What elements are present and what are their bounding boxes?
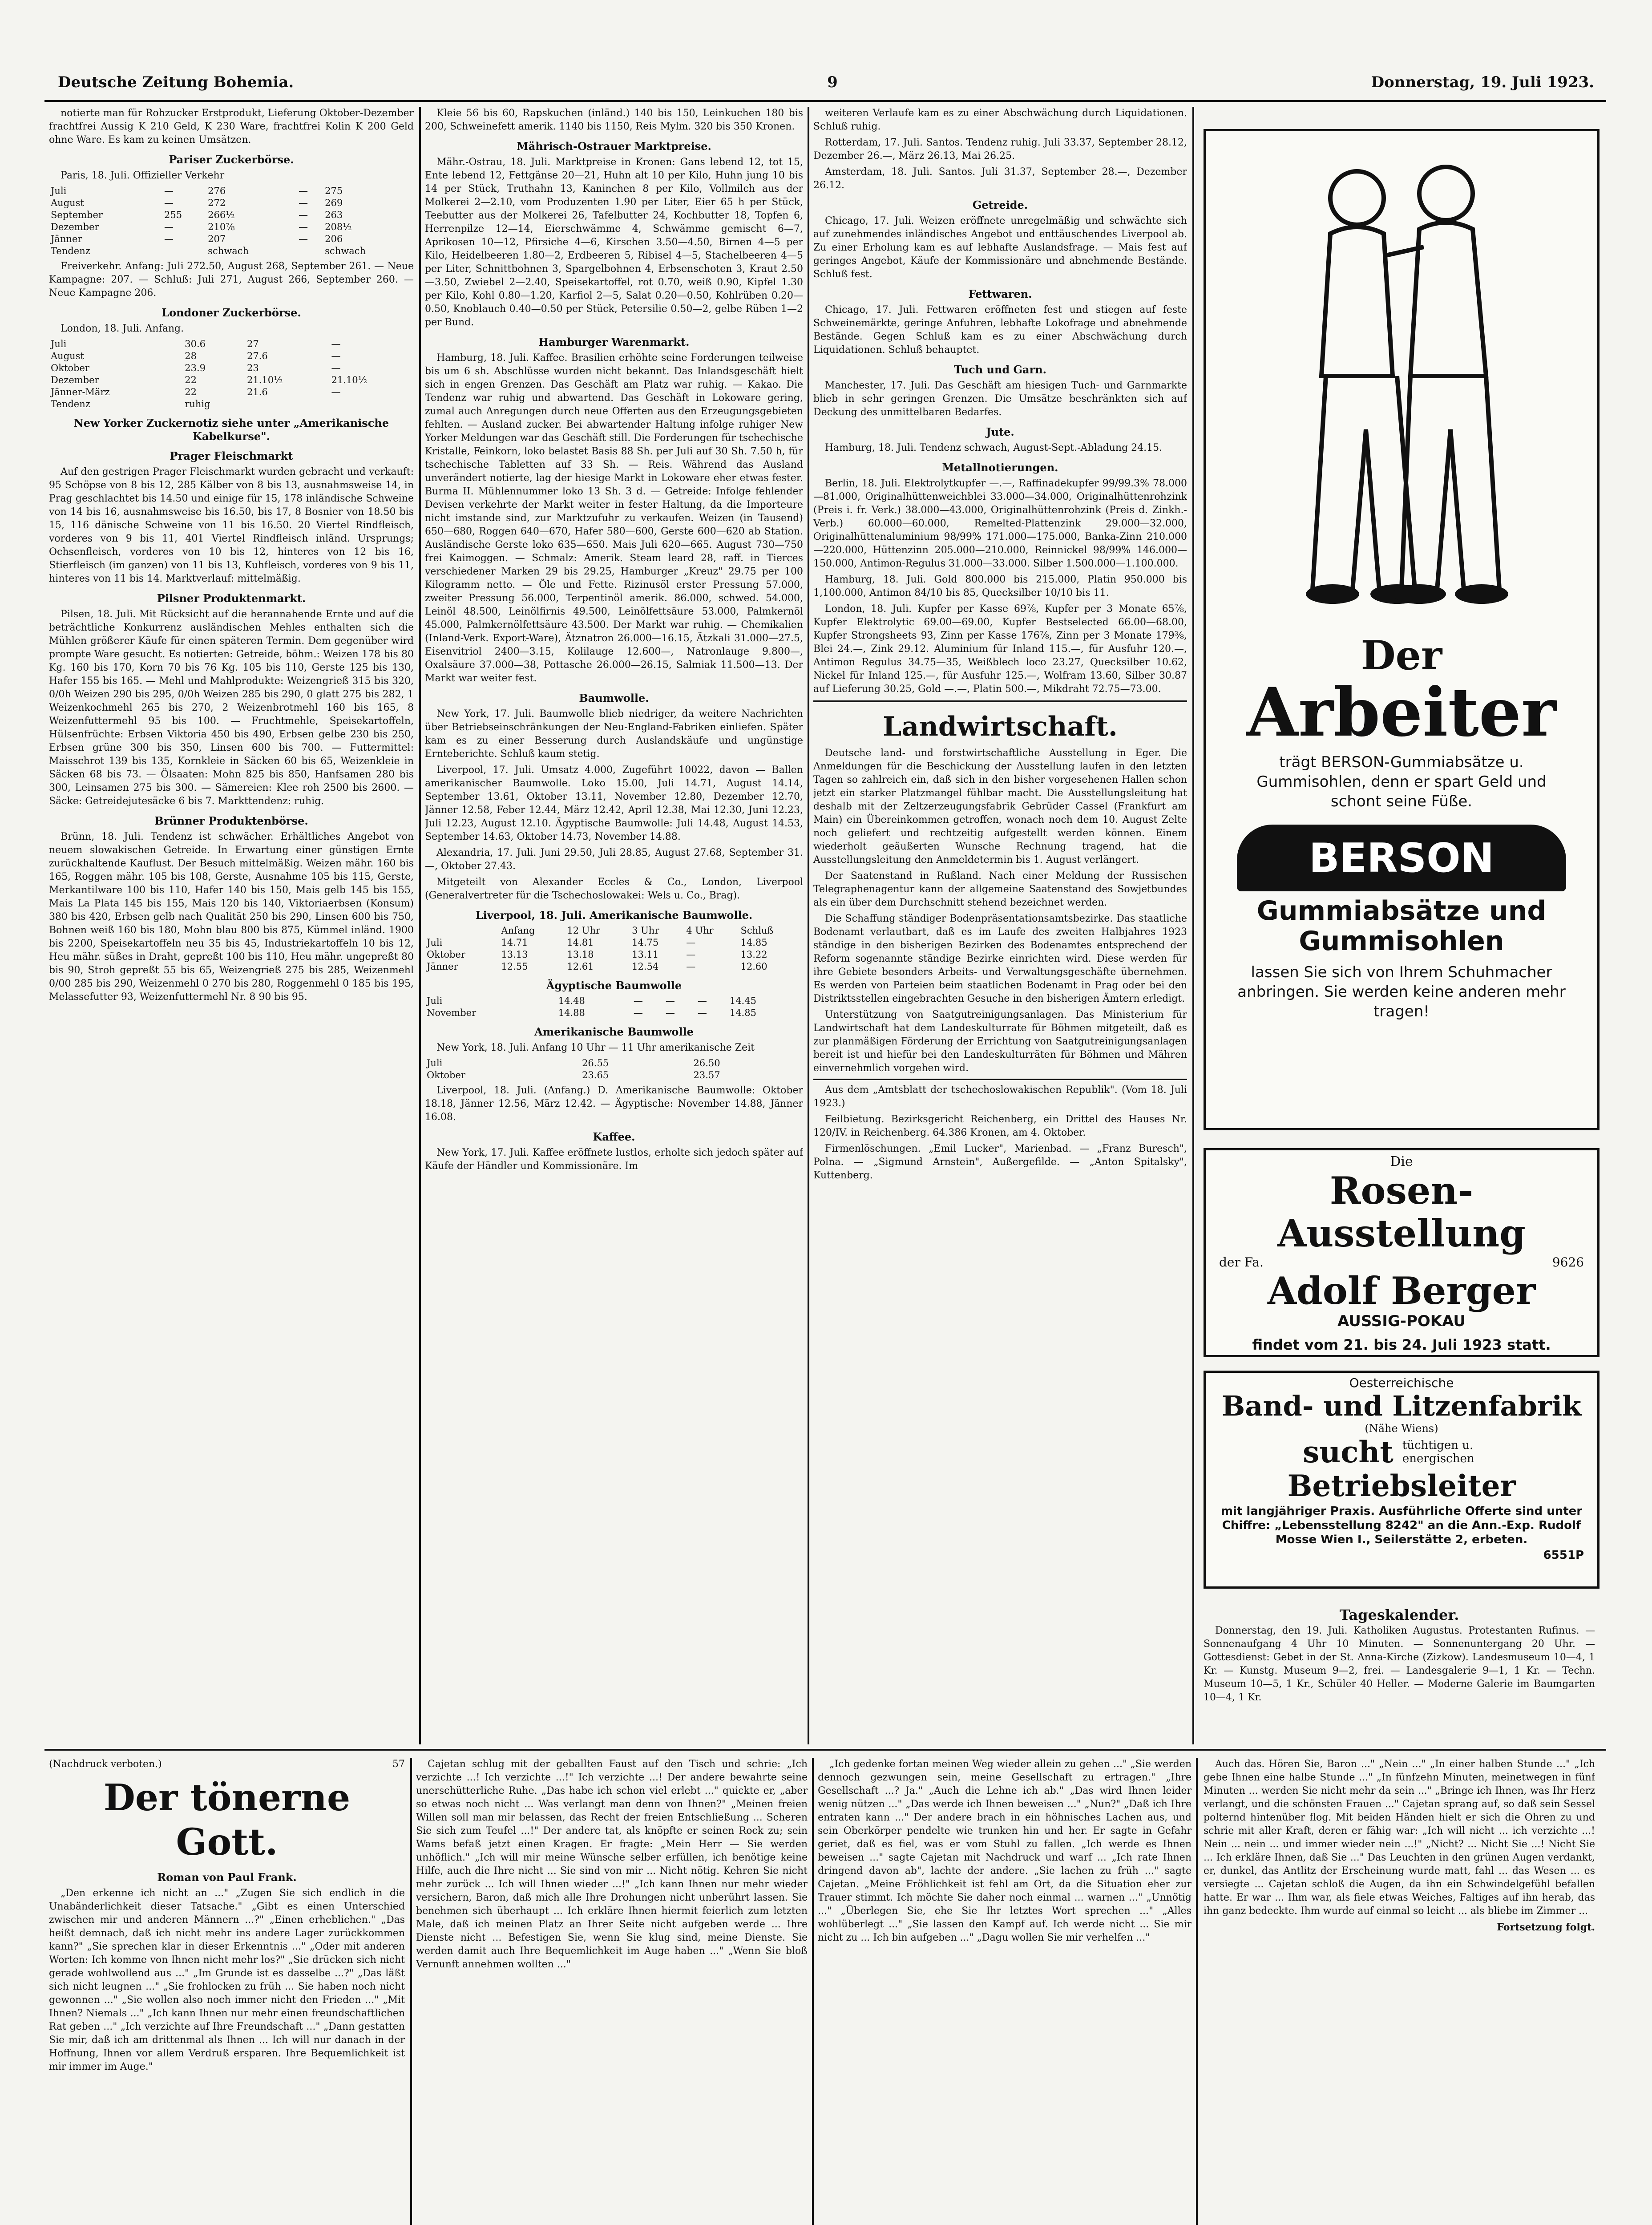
hamburg-metal-text: Hamburg, 18. Juli. Gold 800.000 bis 215.000, Platin 950.000 bis 1,100.000, Antimon 84/10 bis 85, Quecksilber 10/10 bis 11. [813,574,1187,599]
table-cell [162,245,206,257]
table-cell: 26.55 [582,1058,609,1068]
table-cell: 13.11 [632,949,659,960]
column-3 [813,107,1187,1744]
ad-headline-2: Arbeiter [1246,673,1557,752]
table-cell [245,398,329,410]
london-row [49,374,414,386]
chicago-text: Chicago, 17. Juli. Weizen eröffnete unregelmäßig und schwächte sich auf zunehmendes inländisches Angebot und enttäuschendes Liverpool ab. Zu einer Erholung kam es auf lebhafte Auslandsfrage. — Mais fest auf geringes Angebot, Käufe der Kommissionäre und abnehmende Bestände. Schluß fest. [813,215,1187,280]
table-cell: Juli [51,339,67,349]
table-cell: 27 [247,339,259,349]
tuch-text: Manchester, 17. Juli. Das Geschäft am hiesigen Tuch- und Garnmarkte blieb in sehr geringen Grenzen. Die Umsätze beschränkten sich auf Deckung des unmittelbaren Bedarfes. [813,380,1187,418]
table-cell [329,398,414,410]
header-left: Deutsche Zeitung Bohemia. [58,73,294,91]
ny-row [425,1057,803,1069]
cotton-heading: Baumwolle. [579,692,649,704]
pilsen-heading: Pilsner Produktenmarkt. [157,592,306,605]
rosen-number: 9626 [1552,1255,1584,1270]
serial-column-2 [416,1758,808,2225]
serial-continued: Fortsetzung folgt. [1497,1922,1595,1933]
liverpool-text: Liverpool, 17. Juli. Umsatz 4.000, Zugeführt 10022, davon — Ballen amerikanischer Baumwolle. Loko 15.00, Juli 14.71, August 14.14, September 13.61, Oktober 13.11, November 12.80, Dezember 12.70, Jänner 12.58, Feber 12.44, März 12.42, April 12.38, Mai 12.30, Juni 12.23, Juli 12.23, August 12.10. Ägyptische Baumwolle: Juli 14.48, August 14.53, September 14.63, Oktober 14.73, November 14.88. [425,765,803,842]
liv2-heading: Liverpool, 18. Juli. Amerikanische Baumwolle. [475,909,753,922]
egypt-table [425,995,803,1019]
table-cell: 23.9 [185,363,206,373]
table-cell: 30.6 [185,339,206,349]
table-cell: 207 [208,234,226,244]
coffee-text: New York, 17. Juli. Kaffee eröffnete lustlos, erholte sich jedoch später auf Käufe der Händler und Kommissionäre. Im [425,1147,803,1172]
rosen-company: Adolf Berger [1267,1269,1536,1313]
paris-row [49,185,414,197]
london-metal-text: London, 18. Juli. Kupfer per Kasse 69⅞, Kupfer per 3 Monate 65⅞, Kupfer Elektrolytic 69.00—69.00, Kupfer Bestselected 66.00—68.00, Kupfer Strongsheets 93, Zinn per Kasse 176⅞, Zinn per 3 Monate 179⅜, Blei 24.—, Zink 29.12. Aluminium für Inland 115.—, für Ausfuhr 120.—, Antimon Regulus 34.75—35, Weißblech loco 23.27, Quecksilber 10.62, Nickel für Inland 125.—, für Ausfuhr 125.—, Wolfram 13.60, Silber 30.87 auf Lieferung 30.25, Gold —.—, Platin 500.—, Mikdraht 72.75—73.00. [813,603,1187,695]
table-cell: — [331,387,341,397]
paris-row [49,197,414,209]
table-cell: — [331,363,341,373]
london-row [49,338,414,350]
ny-table [425,1057,803,1081]
hamburg-text: Hamburg, 18. Juli. Kaffee. Brasilien erhöhte seine Forderungen teilweise bis um 6 sh. Abschlüsse wurden nicht bekannt. Das Inlandsgeschäft hielt sich in engen Grenzen. Das Geschäft am Platz war ruhig. — Kakao. Die Tendenz war ruhig und abwartend. Das Geschäft in Lokoware gering, zumal auch Anregungen durch neue Offerten aus den Erzeugungsgebieten fehlten. — Ausland zucker. Bei abwartender Haltung infolge ruhiger New Yorker Meldungen war das Geschäft still. Die Forderungen für tschechische Kristalle, Feinkorn, loko belastet Basis 88 Sh. per Juli auf 30 Sh. 7.50 h, für tschechische Tabletten auf 33 Sh. — Reis. Während das Ausland unverändert notierte, lag der hiesige Markt in Lokoware eher etwas fester. Burma II. Mühlennummer loko 13 Sh. 3 d. — Getreide: Infolge fehlender Devisen verkehrte der Markt weiter in fester Haltung, da die Importeure nicht imstande sind, zur Marktzufuhr zu verkaufen. Weizen (in Tausend) 650—680, Roggen 640—670, Hafer 580—600, Gerste 600—620 ab Station. Ausländische Gerste loko 635—650. Mais Juli 620—665. August 730—750 frei Kaimoggen. — Schmalz: Amerik. Steam leard 28, raff. in Tierces verschiedener Marken 29 bis 29.25, Hamburger „Kreuz" 29.75 per 100 Kilogramm netto. — Öle und Fette. Rizinusöl erster Pressung 57.000, zweiter Pressung 56.000, Terpentinöl amerik. 86.000, schwed. 54.000, Leinöl 48.500, Leinölfirnis 49.500, Leinölfettsäure 53.000, Palmkernöl 45.000, Palmkernölfettsäure 43.500. Der Markt war ruhig. — Chemikalien (Inland-Verk. Export-Ware), Ätznatron 26.000—16.15, Ätzkali 31.000—27.5, Eisenvitriol 2400—3.15, Kolilauge 12.600—, Natronlauge 9.800—, Oxalsäure 37.000—38, Pottasche 26.000—26.15, Salmiak 11.500—13. Der Markt war weiter fest. [425,352,803,684]
liverpool-row [425,937,803,949]
saatgut-text: Unterstützung von Saatgutreinigungsanlagen. Das Ministerium für Landwirtschaft hat dem Landeskulturrate für Böhmen mitgeteilt, daß es zur planmäßigen Förderung der Errichtung von Saatgutreinigungsanlagen bereit ist und hiefür bei den Landeskulturräten für Böhmen und Mähren einvernehmlich vorgehen wird. [813,1009,1187,1074]
table-cell: 208½ [325,222,352,232]
section-rule [813,700,1187,702]
tages-text: Donnerstag, den 19. Juli. Katholiken Augustus. Protestanten Rufinus. — Sonnenaufgang 4 Uhr 10 Minuten. — Sonnenuntergang 20 Uhr. — Gottesdienst: Gebet in der St. Anna-Kirche (Zizkow). Landesmuseum 10—4, 1 Kr. — Kunstg. Museum 9—2, frei. — Landesgalerie 9—1, 1 Kr. — Techn. Museum 10—5, 1 Kr., Schüler 40 Heller. — Moderne Galerie im Baumgarten 10—4, 1 Kr. [1204,1625,1595,1703]
table-cell: — [697,995,707,1006]
jute-heading: Jute. [986,425,1014,438]
cotton-text: New York, 17. Juli. Baumwolle blieb niedriger, da weitere Nachrichten über Betriebseinschränkungen der Neu-England-Fabriken einliefen. Später kam es zu einer Besserung durch Auslandskäufe und ungünstige Ernteberichte. Schluß kaum stetig. [425,708,803,760]
paris-heading: Pariser Zuckerbörse. [169,153,294,166]
table-cell: — [665,1007,675,1018]
landwirtschaft-title: Landwirtschaft. [883,711,1118,742]
ad-footer: lassen Sie sich von Ihrem Schuhmacher anbringen. Sie werden keine anderen mehr tragen! [1237,963,1566,1020]
rosen-date: findet vom 21. bis 24. Juli 1923 statt. [1252,1336,1551,1353]
ad-headline: Der [1361,632,1442,679]
table-cell: — [164,222,174,232]
table-cell: Juli [427,937,443,948]
alex-note: Mitgeteilt von Alexander Eccles & Co., London, Liverpool (Generalvertreter für die Tschechoslowakei: Wels u. Co., Brag). [425,877,803,901]
band-text: mit langjähriger Praxis. Ausführliche Offerte sind unter Chiffre: „Lebensstellung 8242" an die Ann.-Exp. Rudolf Mosse Wien I., Seilerstätte 2, erbeten. [1220,1505,1583,1546]
rosen-title: Rosen-Ausstellung [1277,1169,1526,1255]
bodenamt-text: Die Schaffung ständiger Bodenpräsentationsamtsbezirke. Das staatliche Bodenamt verlautbart, daß es im Laufe des zweiten Halbjahres 1923 ständige in den bisherigen Bezirken des Bodenamtes entsprechend der Reform sogenannte ständige Bezirke einrichten wird. Diese werden für ihre Gebiete besonders Arbeits- und Verwaltungsgeschäfte übernehmen. Es werden von Parteien beim staatlichen Bodenamt in Prag oder bei den Distriktsstellen eingebrachten Gesuche in den bisherigen Ämtern erledigt. [813,913,1187,1004]
col1-intro: notierte man für Rohzucker Erstprodukt, Lieferung Oktober-Dezember frachtfrei Aussig K 210 Geld, K 230 Ware, frachtfrei Kolin K 200 Geld ohne Ware. Es kam zu keinen Umsätzen. [49,108,414,146]
berson-logo: BERSON [1237,825,1566,891]
table-cell: Juli [427,1058,443,1068]
table-cell: September [51,210,103,220]
berson-advertisement [1204,129,1599,1130]
table-header-cell [425,925,499,937]
header-page-number: 9 [827,73,838,91]
tageskalender [1204,1602,1595,1744]
table-cell: 23.65 [582,1070,609,1080]
serial-column-1 [49,1758,405,2225]
column-rule [812,1758,814,2225]
paris-free: Freiverkehr. Anfang: Juli 272.50, August 268, September 261. — Neue Kampagne: 207. — Schluß: Juli 271, August 266, September 260. — Neue Kampagne 206. [49,261,414,299]
table-cell: — [298,210,308,220]
table-cell: — [298,222,308,232]
column-rule [1192,107,1194,1744]
rosen-place: AUSSIG-POKAU [1337,1312,1466,1330]
column-rule [1196,1758,1198,2225]
liverpool-row [425,949,803,961]
table-cell: 12.54 [632,961,659,972]
table-header-cell: Anfang [501,925,535,936]
table-cell: 266½ [208,210,235,220]
london-row [49,386,414,398]
band-tuechtig: tüchtigen u. energischen [1402,1439,1474,1465]
table-cell: Juli [427,995,443,1006]
ostrau-text: Mähr.-Ostrau, 18. Juli. Marktpreise in Kronen: Gans lebend 12, tot 15, Ente lebend 12, Fettgänse 20—21, Huhn alt 10 per Kilo, Huhn jung 10 bis 14 per Stück, Truthahn 13, Kaninchen 8 per Kilo, Vollmilch aus der Molkerei 2—2.10, vom Produzenten 1.90 per Liter, Eier 65 h per Stück, Teebutter aus der Molkerei 26, Tafelbutter 24, Kochbutter 18, Topfen 6, Herrenpilze 12—14, Eierschwämme 4, Schwämme gemischt 6—7, Aprikosen 10—12, Pfirsiche 4—6, Kirschen 3.50—4.50, Birnen 4—5 per Kilo, Heidelbeeren 1.80—2, Erdbeeren 5, Ribisel 4—5, Stachelbeeren 4—5 per Liter, Schnittbohnen 3, Spargelbohnen 4, Erbsenschoten 3, Kraut 2.50—3.50, Zwiebel 2—2.40, Speisekartoffel, rot 0.70, weiß 0.90, Kipfel 1.30 per Kilo, Kohl 0.80—1.20, Karfiol 2—5, Salat 0.20—0.50, Kohlrüben 0.20—0.50, Knoblauch 0.40—0.50 per Stück, Petersilie 0.50—2, gelbe Rüben 1—2 per Bund. [425,157,803,328]
ad-product: Gummiabsätze und Gummisohlen [1256,895,1547,957]
table-cell: 14.81 [567,937,594,948]
serial-text-1: „Den erkenne ich nicht an ..." „Zugen Sie sich endlich in die Unabänderlichkeit dieser Tatsache." „Gibt es einen Unterschied zwischen mir und anderen Männern ...?" „Einen erheblichen." „Das heißt demnach, daß ich nicht mehr ins andere Lager zurückkommen kann?" „Sie sprechen klar in dieser Erkenntnis ..." „Oder mit anderen Worten: Ich komme von Ihnen nicht mehr los?" „Sie drücken sich nicht gerade wohlwollend aus ..." „Im Grunde ist es dasselbe ...?" „Das läßt sich nicht leugnen ..." „Sie frohlocken zu früh ... Sie haben noch nicht gewonnen ..." „Sie wollen also noch immer nicht den Frieden ..." „Mit Ihnen? Niemals ..." „Ich kann Ihnen nur mehr einen freundschaftlichen Rat geben ..." „Ich verzichte auf Ihre Freundschaft ..." „Dann gestatten Sie mir, daß ich am drittenmal als Ihnen ... Ich will nur danach in der Hoffnung, Ihnen vor allem Verdruß ersparen. Ihre Bequemlichkeit ist mir immer im Auge." [49,1888,405,2072]
table-cell: 14.75 [632,937,659,948]
serial-column-3 [818,1758,1192,2225]
serial-rule [44,1749,1606,1751]
serial-text-2: Cajetan schlug mit der geballten Faust auf den Tisch und schrie: „Ich verzichte ...! Ich verzichte ...!" Ich verzichte ...! Der andere bewahrte seine unerschütterliche Ruhe. „Das habe ich schon viel erlebt ..." quickte er, „aber so etwas noch nicht ... Was verlangt man denn von Ihnen?" „Meinen freien Willen soll man mir belassen, das Recht der freien Entschließung ... Scheren Sie sich zum Teufel ...!" Der andere tat, als knöpfte er seinen Rock zu; sein Wams befaß jetzt einen Kragen. Er fragte: „Mein Herr — Sie werden unhöflich." „Ich will mir meine Wünsche selber erfüllen, ich benötige keine Hilfe, auch die Ihre nicht ... Sie sind von mir ... Nicht nötig. Kehren Sie nicht mehr zurück ... Ich will Ihnen wieder ...!" „Ich kann Ihnen nur mehr wieder versichern, Baron, daß mich alle Ihre Drohungen nicht unberührt lassen. Sie benehmen sich überhaupt ... Ich erkläre Ihnen hiermit feierlich zum letzten Male, daß ich meinen Platz an Ihrer Seite nicht aufgeben werde ... Ihre Dienste nicht ... Befestigen Sie, wenn Sie klug sind, meine Dienste. Sie werden damit auch Ihre Bequemlichkeit im Auge haben ..." „Wenn Sie bloß Vernunft annehmen wollten ..." [416,1759,808,1970]
table-header-cell: Schluß [740,925,774,936]
table-cell: — [331,339,341,349]
table-cell: Tendenz [51,399,90,409]
table-cell: 269 [325,198,343,208]
serial-author: Roman von Paul Frank. [157,1871,297,1884]
rotterdam-text: Rotterdam, 17. Juli. Santos. Tendenz ruhig. Juli 33.37, September 28.12, Dezember 26.—, März 26.13, Mai 26.25. [813,137,1187,162]
serial-column-4 [1204,1758,1595,2225]
prag-heading: Prager Fleischmarkt [170,449,293,462]
table-header-cell: 4 Uhr [686,925,714,936]
table-cell: Jänner [427,961,458,972]
fett-heading: Fettwaren. [968,287,1032,300]
table-cell: — [331,351,341,361]
table-cell: Tendenz [51,246,90,256]
table-cell: Juli [51,186,67,196]
table-cell: — [298,186,308,196]
table-cell: — [686,961,696,972]
serial-title: Der tönerne Gott. [103,1776,351,1864]
table-cell: schwach [208,246,249,256]
table-cell: 14.85 [729,1007,756,1018]
ambw-heading: Amerikanische Baumwolle [534,1025,694,1038]
tuch-heading: Tuch und Garn. [953,363,1047,376]
table-cell: — [298,234,308,244]
paris-row [49,245,414,257]
table-cell: 276 [208,186,226,196]
table-cell: Jänner-März [51,387,110,397]
table-cell: 28 [185,351,197,361]
egypt-row [425,995,803,1007]
london-heading: Londoner Zuckerbörse. [162,306,301,319]
table-cell: Dezember [51,375,99,385]
table-cell: — [686,949,696,960]
column-1 [49,107,414,1744]
table-cell: 21.6 [247,387,268,397]
table-cell: 12.55 [501,961,528,972]
table-cell: 14.85 [740,937,767,948]
ny-row [425,1069,803,1081]
table-cell: — [686,937,696,948]
metal-text: Berlin, 18. Juli. Elektrolytkupfer —.—, Raffinadekupfer 99/99.3% 78.000—81.000, Originalhüttenweichblei 33.000—34.000, Originalhüttenrohzink (Preis i. fr. Verk.) 38.000—43.000, Originalhüttenrohzink (Preis d. Zinkh.-Verb.) 60.000—60.000, Remelted-Plattenzink 29.000—32.000, Originalhüttenaluminium 98/99% 171.000—175.000, Banka-Zinn 210.000—220.000, Hüttenzinn 205.000—210.000, Reinnickel 98/99% 146.000—150.000, Antimon-Regulus 31.000—33.000. Silber 1.500.000—1.100.000. [813,478,1187,569]
table-cell: 14.45 [729,995,756,1006]
band-pre: Oesterreichische [1349,1375,1454,1390]
firmen-text: Firmenlöschungen. „Emil Lucker", Marienbad. — „Franz Buresch", Polna. — „Sigmund Arnstein", Außergefilde. — „Anton Spitalsky", Kuttenberg. [813,1143,1187,1181]
paris-row [49,209,414,221]
table-cell: 12.61 [567,961,594,972]
table-cell: 13.18 [567,949,594,960]
table-cell: Jänner [51,234,82,244]
amsterdam-text: Amsterdam, 18. Juli. Santos. Juli 31.37, September 28.—, Dezember 26.12. [813,166,1187,191]
table-cell: 263 [325,210,343,220]
serial-number: 57 [392,1759,405,1770]
band-advertisement [1204,1371,1599,1589]
serial-text-3: „Ich gedenke fortan meinen Weg wieder allein zu gehen ..." „Sie werden dennoch gezwungen sein, meine Gesellschaft zu ertragen." „Ihre Gesellschaft ...? Ja." „Auch die Lehne ich ab." „Das wird Ihnen leider wenig nützen ..." „Das werde ich Ihnen beweisen ..." „Nun?" „Daß ich Ihre entraten kann ..." Der andere brach in ein höhnisches Lachen aus, und sein Oberkörper pendelte wie trunken hin und her. Er sagte in Gefahr geriet, daß es fiel, was er vom Stuhl zu fallen. „Ich werde es Ihnen beweisen ..." sagte Cajetan mit Nachdruck und warf ... „Ich rate Ihnen dringend davon ab", lachte der andere. „Sie lachen zu früh ..." sagte Cajetan. „Meine Fröhlichkeit ist fehl am Ort, da die Situation eher zur Trauer stimmt. Ich möchte Sie daher noch einmal ... warnen ..." „Unnötig ..." „Überlegen Sie, ehe Sie Ihr letztes Wort sprechen ..." „Alles wohlüberlegt ..." „Sie lassen den Kampf auf. Ich werde nicht ... Sie mir nicht zu ... Ich bin aufgeben ..." „Dagu wollen Sie mir verhelfen ..." [818,1759,1192,1943]
table-cell: 22 [185,375,197,385]
table-cell: Oktober [427,949,465,960]
table-header-cell: 3 Uhr [632,925,659,936]
bruenn-text: Brünn, 18. Juli. Tendenz ist schwächer. Erhältliches Angebot von neuem slowakischen Getreide. In Erwartung einer günstigen Ernte zurückhaltende Kauflust. Der Besuch mittelmäßig. Weizen mähr. 160 bis 165, Roggen mähr. 105 bis 108, Gerste, Ausnahme 105 bis 115, Gerste, Merkantilware 100 bis 110, Hafer 140 bis 150, Mais gelb 145 bis 155, Mais La Plata 145 bis 155, Mais 120 bis 140, Viktoriaerbsen (Konsum) 380 bis 420, Erbsen gelb nach Qualität 250 bis 290, Linsen 600 bis 750, Bohnen weiß 160 bis 180, Mohn blau 800 bis 875, Kümmel inländ. 1900 bis 2200, Speisekartoffeln neu 35 bis 45, Industriekartoffeln 10 bis 12, Heu mähr. süßes in Draht, gepreßt 100 bis 110, Heu mähr. ungepreßt 80 bis 90, Stroh gepreßt 55 bis 65, Weizengrieß 275 bis 285, Weizenmehl 0/00 285 bis 290, Weizenmehl 0 270 bis 280, Roggenmehl 0 185 bis 195, Melassefutter 93, Weizenfuttermehl Nr. 8 90 bis 95. [49,831,414,1003]
table-cell: August [51,198,84,208]
ny-heading: New Yorker Zuckernotiz siehe unter „Amerikanische Kabelkurse". [73,417,389,443]
london-row [49,350,414,362]
liverpool-row [425,961,803,973]
band-role: Betriebsleiter [1287,1468,1516,1503]
paris-date: Paris, 18. Juli. Offizieller Verkehr [61,170,225,181]
table-cell: Oktober [51,363,89,373]
table-cell: Oktober [427,1070,465,1080]
column-2 [425,107,803,1744]
paris-row [49,221,414,233]
table-cell: — [164,186,174,196]
london-table [49,338,414,410]
table-cell: — [665,995,675,1006]
egypt-row [425,1007,803,1019]
band-sub: (Nähe Wiens) [1365,1422,1438,1435]
table-cell: — [164,198,174,208]
london-row [49,362,414,374]
metal-heading: Metallnotierungen. [942,461,1058,474]
ny-date: New York, 18. Juli. Anfang 10 Uhr — 11 Uhr amerikanische Zeit [436,1042,755,1053]
table-cell: 12.60 [740,961,767,972]
table-cell: — [633,995,643,1006]
table-cell: 14.71 [501,937,528,948]
table-cell: ruhig [185,399,210,409]
london-row [49,398,414,410]
table-cell: 255 [164,210,182,220]
bruenn-heading: Brünner Produktenbörse. [154,814,308,827]
header-date: Donnerstag, 19. Juli 1923. [1371,73,1594,91]
paris-table [49,185,414,257]
table-cell: 275 [325,186,343,196]
table-cell: — [633,1007,643,1018]
table-cell: schwach [325,246,366,256]
header-rule [44,100,1606,102]
table-cell: — [298,198,308,208]
prag-text: Auf den gestrigen Prager Fleischmarkt wurden gebracht und verkauft: 95 Schöpse von 8 bis 12, 285 Kälber von 8 bis 13, ausnahmsweise 14, in Prag geschlachtet bis 14.50 und einige für 15, 178 inländische Schweine von 14 bis 16, ausnahmsweise bis 16.50, bis 17, 8 Bosnier von 18.50 bis 15, 116 dänische Schweine von 11 bis 16.50. 20 Viertel Rindfleisch, vorderes von 9 bis 11, 401 Viertel Rindfleisch inländ. Ursprungs; Ochsenfleisch, vorderes von 10 bis 12, hinteres von 12 bis 16, Stierfleisch (im ganzen) von 11 bis 13, Kuhfleisch, vorderes von 9 bis 11, hinteres von 11 bis 14. Marktverlauf: mittelmäßig. [49,466,414,584]
table-cell: 13.22 [740,949,767,960]
table-cell: 23.57 [693,1070,720,1080]
table-cell: 21.10½ [247,375,283,385]
column-rule [808,107,809,1744]
table-cell: 14.88 [558,1007,585,1018]
table-cell: 21.10½ [331,375,367,385]
ostrau-heading: Mährisch-Ostrauer Marktpreise. [517,140,711,153]
hamburg-heading: Hamburger Warenmarkt. [538,336,690,348]
table-cell: 23 [247,363,259,373]
table-cell: 26.50 [693,1058,720,1068]
amtsblatt-heading: Aus dem „Amtsblatt der tschechoslowakischen Republik". (Vom 18. Juli 1923.) [813,1084,1187,1109]
band-title: Band- und Litzenfabrik [1221,1390,1582,1422]
table-cell: — [697,1007,707,1018]
saatenstand-text: Der Saatenstand in Rußland. Nach einer Meldung der Russischen Telegraphenagentur kann der allgemeine Saatenstand des Sowjetbundes als ein über dem Durchschnitt stehend bezeichnet werden. [813,870,1187,908]
band-sucht: sucht [1303,1435,1393,1469]
grain-heading: Getreide. [972,198,1028,211]
ad-subtext: trägt BERSON-Gummiabsätze u. Gummisohlen, denn er spart Geld und schont seine Füße. [1256,753,1547,810]
jute-text: Hamburg, 18. Juli. Tendenz schwach, August-Sept.-Abladung 24.15. [825,442,1163,453]
serial-text-4: Auch das. Hören Sie, Baron ..." „Nein ..." „In einer halben Stunde ..." „Ich gebe Ihnen eine halbe Stunde ..." „In fünfzehn Minuten, meinetwegen in fünf Minuten ... werden Sie nicht mehr da sein ..." „Bringe ich Ihnen, was Ihr Herz verlangt, und die schönsten Frauen ..." Cajetan sprang auf, so daß sein Sessel polternd hintenüber flog. Mit beiden Händen hielt er sich die Ohren zu und schrie mit aller Kraft, deren er fähig war: „Ich will nicht ... ich verzichte ...! Nein ... nein ... und immer wieder nein ...!" „Nicht? ... Nicht Sie ...! Nicht Sie ... Ich erkläre Ihnen, daß Sie ..." Das Leuchten in den grünen Augen verdankt, er, dunkel, das Antlitz der Erscheinung wurde matt, fahl ... das Wesen ... es versiegte ... Cajetan schloß die Augen, da ihn ein Schwindelgefühl befallen hatte. Er war ... Ihm war, als fiele etwas Weiches, Faltiges auf ihn herab, das ihn ganz bedeckte. Ihm wurde auf einmal so leicht ... als bliebe im Zimmer ... [1204,1759,1595,1917]
table-cell: August [51,351,84,361]
rosen-der: der Fa. [1219,1255,1264,1270]
rosen-advertisement [1204,1148,1599,1357]
band-number: 6551P [1543,1549,1584,1562]
london-date: London, 18. Juli. Anfang. [61,323,184,334]
page-header [58,73,1594,100]
feilbietung-text: Feilbietung. Bezirksgericht Reichenberg, ein Drittel des Hauses Nr. 120/IV. in Reichenberg. 64.386 Kronen, am 4. Oktober. [813,1114,1187,1138]
table-cell: 206 [325,234,343,244]
table-cell: November [427,1007,477,1018]
workers-illustration [1277,145,1526,630]
column-rule [419,107,421,1744]
paris-row [49,233,414,245]
rosen-die: Die [1390,1154,1413,1169]
table-cell: Dezember [51,222,99,232]
table-cell: 272 [208,198,226,208]
table-header-cell: 12 Uhr [567,925,601,936]
liverpool-table [425,925,803,973]
table-cell [297,245,323,257]
table-cell: 14.48 [558,995,585,1006]
col2-intro: Kleie 56 bis 60, Rapskuchen (inländ.) 140 bis 150, Leinkuchen 180 bis 200, Schweinefett amerik. 1140 bis 1150, Reis Mylm. 320 bis 350 Kronen. [425,108,803,132]
table-cell: 210⅞ [208,222,235,232]
serial-notice: (Nachdruck verboten.) [49,1759,162,1770]
table-cell: 22 [185,387,197,397]
section-rule [813,1079,1187,1080]
egypt-heading: Ägyptische Baumwolle [546,979,682,992]
deutsche-ausstellung-text: Deutsche land- und forstwirtschaftliche Ausstellung in Eger. Die Anmeldungen für die Beschickung der Ausstellung laufen in den letzten Tagen so zahlreich ein, daß sich in den bisher vorgesehenen Hallen schon jetzt ein starker Platzmangel fühlbar macht. Die Ausstellungsleitung hat deshalb mit der Zeltzerzeugungsfabrik Gebrüder Cassel (Frankfurt am Main) ein Übereinkommen getroffen, wonach noch dem 10. August Zelte noch geliefert und rechtzeitig aufgestellt werden können. Einem wiederholt geäußerten Wunsche Rechnung tragend, hat die Ausstellungsleitung den Anmeldetermin bis 1. August verlängert. [813,748,1187,866]
pilsen-text: Pilsen, 18. Juli. Mit Rücksicht auf die herannahende Ernte und auf die beträchtliche Konkurrenz ausländischen Mehles enthalten sich die Mühlen größerer Käufe für einen späteren Termin. Dem gegenüber wird prompte Ware gesucht. Es notierten: Getreide, böhm.: Weizen 178 bis 80 Kg. 160 bis 170, Korn 70 bis 76 Kg. 105 bis 110, Gerste 125 bis 130, Hafer 155 bis 165. — Mehl und Mahlprodukte: Weizengrieß 315 bis 320, 0/0h Weizen 290 bis 295, 0/0h Weizen 285 bis 290, 0 glatt 275 bis 282, 1 Weizenkochmehl 265 bis 270, 2 Weizenbrotmehl 160 bis 165, 8 Weizenfuttermehl 95 bis 100. — Fruchtmehle, Speisekartoffeln, Hülsenfrüchte: Erbsen Viktoria 450 bis 490, Erbsen gelbe 230 bis 250, Erbsen grüne 300 bis 350, Linsen 600 bis 700. — Futtermittel: Maisschrot 139 bis 135, Kornkleie in Säcken 60 bis 65, Weizenkleie in Säcken 68 bis 73. — Ölsaaten: Mohn 825 bis 850, Hanfsamen 280 bis 300, Leinsamen 275 bis 300. — Sämereien: Klee roh 2500 bis 2600. — Säcke: Getreidejutesäcke 6 bis 7. Markttendenz: ruhig. [49,609,414,807]
table-cell: 13.13 [501,949,528,960]
liv3-text: Liverpool, 18. Juli. (Anfang.) D. Amerikanische Baumwolle: Oktober 18.18, Jänner 12.56, März 12.42. — Ägyptische: November 14.88, Jänner 16.08. [425,1085,803,1123]
table-cell: — [164,234,174,244]
col3-intro: weiteren Verlaufe kam es zu einer Abschwächung durch Liquidationen. Schluß ruhig. [813,108,1187,132]
column-rule [410,1758,412,2225]
tages-heading: Tageskalender. [1339,1606,1459,1623]
table-cell: 27.6 [247,351,268,361]
fett-text: Chicago, 17. Juli. Fettwaren eröffneten fest und stiegen auf feste Schweinemärkte, geringe Anfuhren, lebhafte Lokofrage und abnehmende Bestände. Gegen Schluß kam es zu einer Abschwächung durch Liquidationen. Schluß behauptet. [813,304,1187,356]
alex-text: Alexandria, 17. Juli. Juni 29.50, Juli 28.85, August 27.68, September 31.—, Oktober 27.43. [425,847,803,872]
coffee-heading: Kaffee. [593,1130,635,1143]
